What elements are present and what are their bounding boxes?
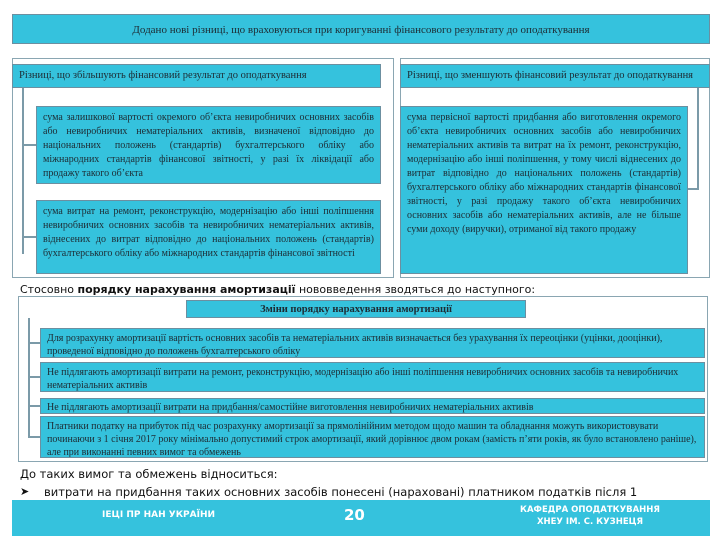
right-connector — [697, 88, 699, 190]
amortization-branch-3 — [28, 405, 40, 407]
amortization-item-1: Для розрахунку амортизації вартість основних засобів та нематеріальних активів визначається без урахування їх переоцінки (уцінки, дооцінки), проведеної відповідно до положень бухгалтерського обліку — [40, 328, 705, 358]
footer-department-line-2: ХНЕУ ІМ. С. КУЗНЕЦЯ — [536, 517, 644, 527]
amortization-intro — [20, 283, 710, 296]
arrowhead-bullet-icon: ➤ — [20, 485, 30, 498]
slide-header: Додано нові різниці, що враховуються при коригуванні фінансового результату до оподаткування — [12, 14, 710, 44]
amortization-item-3: Не підлягають амортизації витрати на придбання/самостійне виготовлення невиробничих нематеріальних активів — [40, 398, 705, 414]
page-number: 20 — [344, 506, 365, 524]
right-connector-branch — [688, 188, 698, 190]
right-column-title: Різниці, що зменшують фінансовий результат до оподаткування — [400, 64, 710, 88]
left-connector-branch-2 — [22, 236, 36, 238]
right-item-1: сума первісної вартості придбання або виготовлення окремого об’єкта невиробничих основних засобів або невиробничих нематеріальних активів та витрат на їх ремонт, реконструкцію, модернізацію або інші поліпшення, у тому числі віднесених до витрат відповідно до національних положень (стандартів) бухгалтерського обліку або міжнародних стандартів фінансової звітності, у разі продажу такого об’єкта невиробничих основних засобів або нематеріальних активів, але не більше суми доходу (виручки), отриманої від такого продажу — [400, 106, 688, 274]
left-connector-branch-1 — [22, 144, 36, 146]
requirement-bullet — [20, 484, 710, 500]
footer-department-line-1: КАФЕДРА ОПОДАТКУВАННЯ — [520, 505, 660, 515]
amortization-item-2: Не підлягають амортизації витрати на ремонт, реконструкцію, модернізацію або інші поліпшення невиробничих основних засобів та невиробничих нематеріальних активів — [40, 362, 705, 392]
footer-bar — [12, 500, 710, 536]
amortization-branch-2 — [28, 376, 40, 378]
requirements-intro: До таких вимог та обмежень відноситься: — [20, 467, 278, 481]
left-connector — [22, 88, 24, 254]
left-column-title: Різниці, що збільшують фінансовий результат до оподаткування — [12, 64, 381, 88]
requirement-text: витрати на придбання таких основних засобів понесені (нараховані) платником податків після 1 — [44, 485, 638, 499]
footer-department — [480, 504, 700, 528]
intro-prefix: Стосовно — [20, 283, 78, 296]
intro-bold: порядку нарахування амортизації — [77, 283, 296, 296]
amortization-branch-4 — [28, 436, 40, 438]
left-item-2: сума витрат на ремонт, реконструкцію, модернізацію або інші поліпшення невиробничих основних засобів та невиробничих нематеріальних активів, віднесених до витрат відповідно до національних положень (стандартів) бухгалтерського обліку або міжнародних стандартів фінансової звітності — [36, 200, 381, 274]
amortization-title: Зміни порядку нарахування амортизації — [186, 300, 526, 318]
amortization-item-4: Платники податку на прибуток під час розрахунку амортизації за прямолінійним методом щодо машин та обладнання можуть використовувати починаючи з 1 січня 2017 року мінімально допустимий строк амортизації, який дорівнює двом рокам (замість п’яти років, як було встановлено раніше), але при виконанні певних вимог та обмежень — [40, 416, 705, 458]
amortization-connector — [28, 318, 30, 438]
footer-institute: ІЕЦІ ПР НАН УКРАЇНИ — [102, 510, 216, 520]
left-item-1: сума залишкової вартості окремого об’єкта невиробничих основних засобів або невиробничих нематеріальних активів, визначеної відповідно до національних положень (стандартів) бухгалтерського обліку або міжнародних стандартів фінансової звітності, у разі їх ліквідації або продажу такого об’єкта — [36, 106, 381, 184]
intro-suffix: нововведення зводяться до наступного: — [295, 283, 536, 296]
amortization-branch-1 — [28, 342, 40, 344]
